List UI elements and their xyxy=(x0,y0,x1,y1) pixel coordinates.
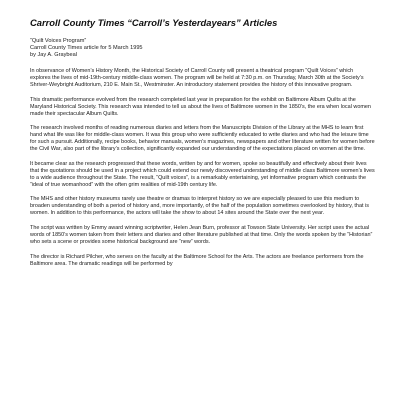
article-meta xyxy=(30,38,375,59)
paragraph: In observance of Women’s History Month, the Historical Society of Carroll County will present a theatrical program “Quilt Voices” which explores the lives of mid-19th-century middle-class women. The program will be held at 7:30 p.m. on Thursday, March 30th at the Society’s Shriver-Weybright Auditorium, 210 E. Main St., Westminster. An introductory statement provides the history of this innovative program. xyxy=(30,68,364,88)
page-title: Carroll County Times “Carroll’s Yesterdayears” Articles xyxy=(30,17,278,28)
paragraph: The MHS and other history museums rarely use theatre or dramas to interpret history so we are especially pleased to use this medium to broaden understanding of both a period of history and, more importantly, of the half of the population sometimes overlooked by history, that is women. In addition to this performance, the actors will take the show to about 14 sites around the State over the next year. xyxy=(30,196,369,217)
paragraph: This dramatic performance evolved from the research completed last year in preparation for the exhibit on Baltimore Album Quilts at the Maryland Historical Society. This research was intended to tell us about the lives of Baltimore women in the 1850’s, the era when local women made their spectacular Album Quilts. xyxy=(30,96,371,117)
paragraph: It became clear as the research progressed that these words, written by and for women, spoke so beautifully and effectively about their lives that the quotations should be used in a project which could extend our newly discovered understanding of middle class Baltimore women’s lives to a wide audience throughout the State. The result, “Quilt voices”, is a remarkably entertaining, yet informative program which contrasts the “ideal of true womanhood” with the often grim realities of mid-19th century life. xyxy=(30,160,375,188)
paragraph: The director is Richard Pilcher, who serves on the faculty at the Baltimore School for the Arts. The actors are freelance performers from the Baltimore area. The dramatic readings will be performed by xyxy=(30,253,364,267)
article-body xyxy=(30,17,375,275)
article-source: Carroll County Times article for 5 March 1995 xyxy=(30,45,143,51)
paragraph: The research involved months of reading numerous diaries and letters from the Manuscripts Division of the Library at the MHS to learn first hand what life was like for middle-class women. It was this group who were sufficiently educated to write diaries and who had the leisure time for such a pursuit. Additionally, recipe books, behavior manuals, women’s magazines, newspapers and other literature written for women before the Civil War, also part of the library’s collection, significantly expanded our understanding of the expectations placed on women at the time. xyxy=(30,125,375,153)
paragraph: The script was written by Emmy award winning scriptwriter, Helen Jean Burn, professor at Towson State University. Her script uses the actual words of 1850’s women taken from their letters and diaries and other literature published at that time. Only the words spoken by the “Historian” who sets a scene or provides some historical background are “new” words. xyxy=(30,224,373,245)
article-byline: by Jay A. Graybeal xyxy=(30,52,77,58)
article-headline: “Quilt Voices Program” xyxy=(30,38,87,44)
